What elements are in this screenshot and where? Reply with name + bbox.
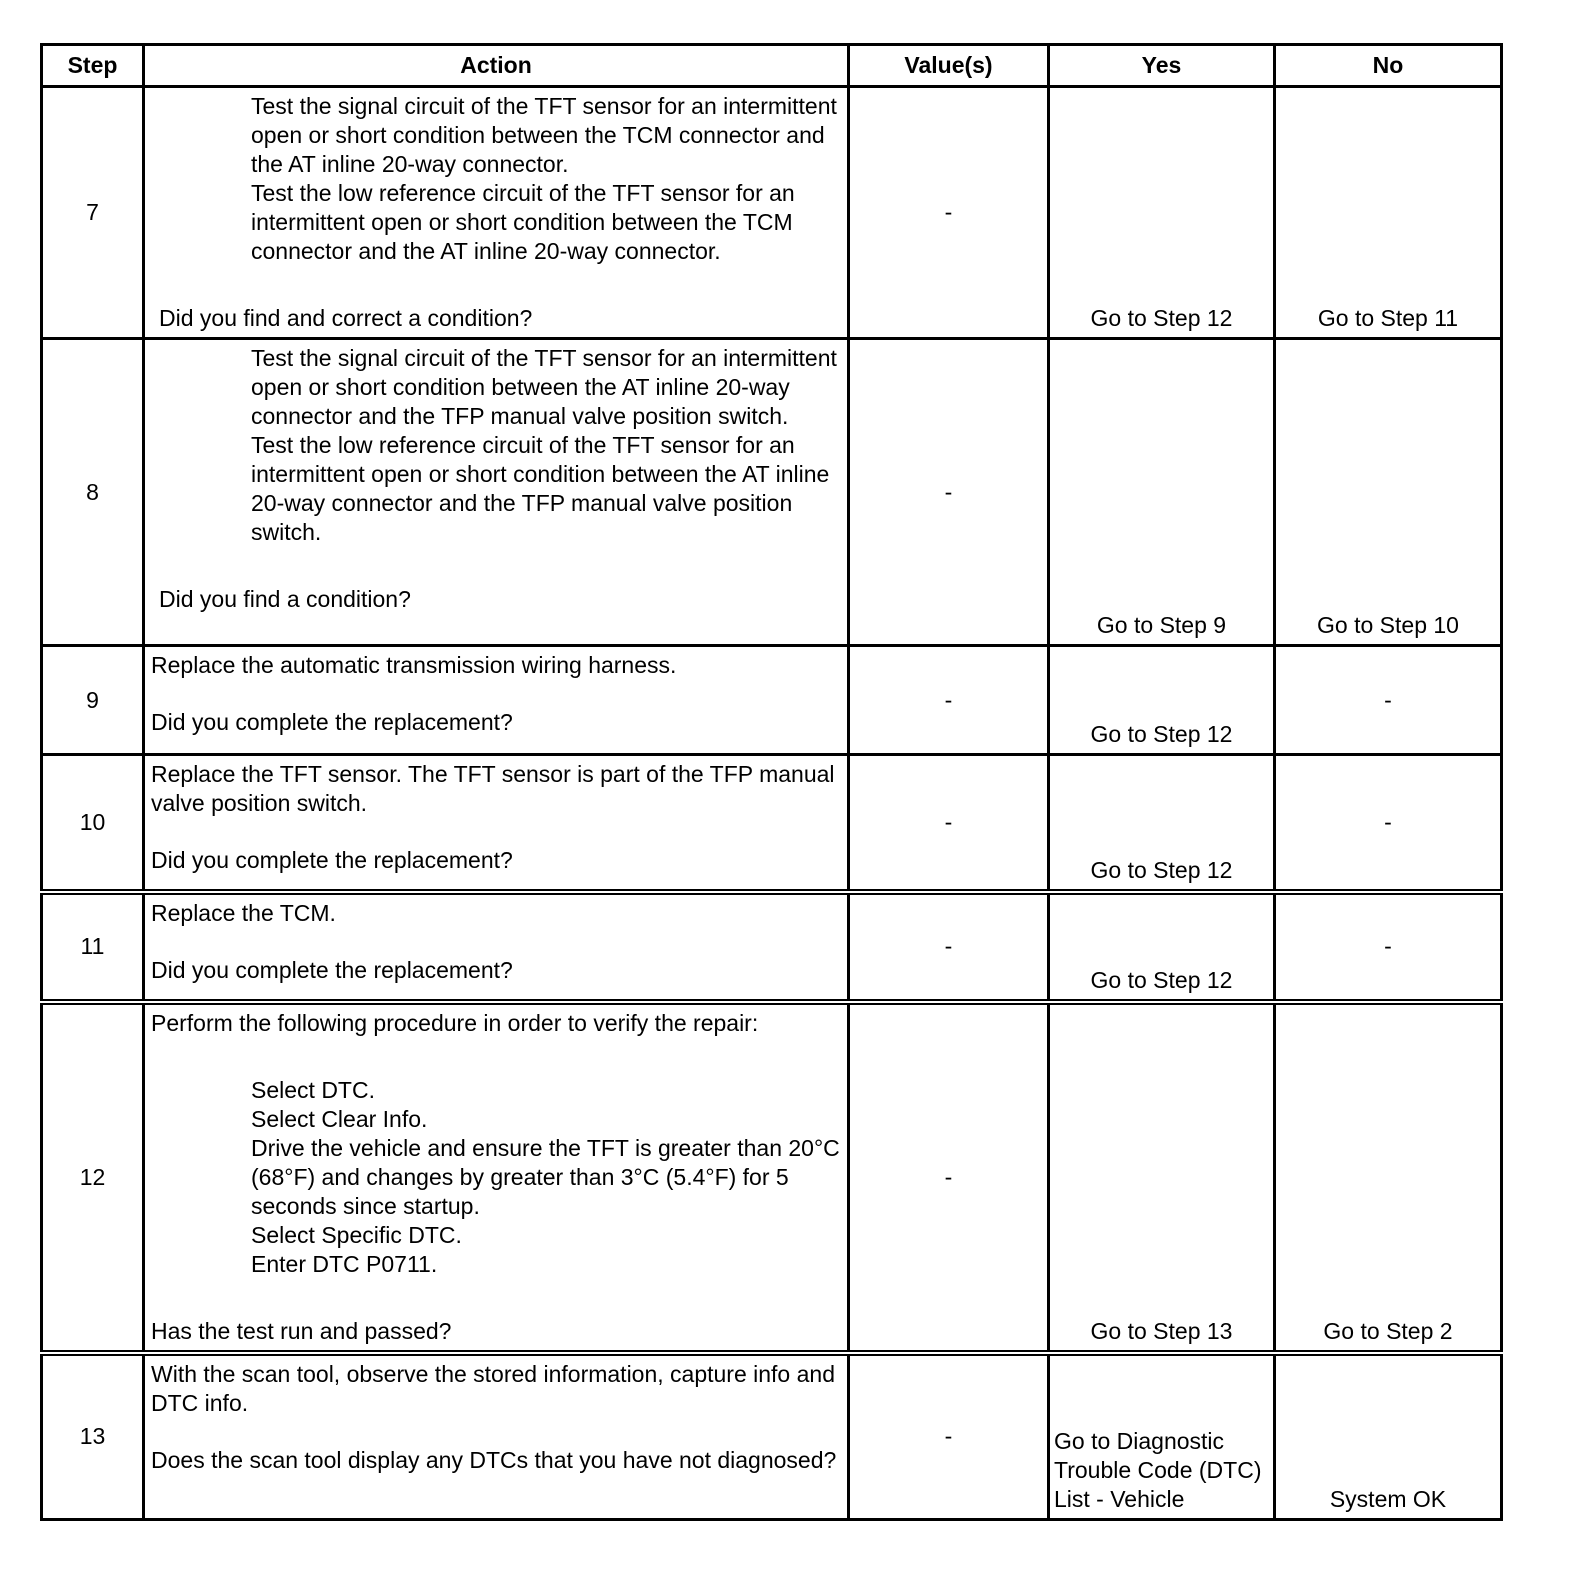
table-row-step-13 xyxy=(42,1353,1502,1520)
action-question: Did you complete the replacement? xyxy=(151,709,513,735)
header-no: No xyxy=(1275,45,1502,87)
action-question: Did you complete the replacement? xyxy=(151,956,513,983)
values-cell: - xyxy=(849,87,1049,339)
header-row xyxy=(42,45,1502,87)
step-number: 11 xyxy=(42,892,144,1002)
action-text: Test the low reference circuit of the TFT sensor for an intermittent open or short condition between the AT inline 20-way connector and the TFP manual valve position switch. xyxy=(251,432,830,545)
values-cell: - xyxy=(849,755,1049,892)
no-link[interactable]: Go to Step 10 xyxy=(1275,339,1502,646)
procedure-step: Enter DTC P0711. xyxy=(251,1250,438,1277)
action-text: Replace the automatic transmission wiring harness. xyxy=(151,652,677,678)
action-cell xyxy=(144,1353,849,1520)
action-question: Did you complete the replacement? xyxy=(151,847,513,873)
action-text: Replace the TFT sensor. The TFT sensor is part of the TFP manual valve position switch. xyxy=(151,761,835,816)
yes-link[interactable]: Go to Step 13 xyxy=(1049,1002,1275,1353)
step-number: 13 xyxy=(42,1353,144,1520)
yes-link[interactable]: Go to Step 12 xyxy=(1049,646,1275,755)
action-question: Has the test run and passed? xyxy=(151,1317,452,1344)
step-number: 7 xyxy=(42,87,144,339)
procedure-step: Drive the vehicle and ensure the TFT is greater than 20°C (68°F) and changes by greater than 3°C (5.4°F) for 5 seconds since startup. xyxy=(251,1134,840,1219)
action-text: Test the signal circuit of the TFT sensor for an intermittent open or short condition between the TCM connector and the AT inline 20-way connector. xyxy=(251,93,837,177)
procedure-step: Select Specific DTC. xyxy=(251,1221,462,1248)
no-link[interactable]: Go to Step 2 xyxy=(1275,1002,1502,1353)
values-cell: - xyxy=(849,339,1049,646)
procedure-step: Select DTC. xyxy=(251,1076,375,1103)
action-cell xyxy=(144,892,849,1002)
header-action: Action xyxy=(144,45,849,87)
no-value: - xyxy=(1275,755,1502,892)
action-question: Did you find a condition? xyxy=(159,586,411,612)
no-value: - xyxy=(1275,892,1502,1002)
step-number: 9 xyxy=(42,646,144,755)
action-cell xyxy=(144,339,849,646)
action-cell xyxy=(144,646,849,755)
yes-link[interactable]: Go to Step 12 xyxy=(1049,87,1275,339)
values-cell: - xyxy=(849,892,1049,1002)
diagnostic-table xyxy=(40,43,1503,1521)
action-text: Replace the TCM. xyxy=(151,899,336,926)
table-row-step-10 xyxy=(42,755,1502,892)
table-row-step-7 xyxy=(42,87,1502,339)
table-row-step-8 xyxy=(42,339,1502,646)
header-values: Value(s) xyxy=(849,45,1049,87)
procedure-step: Select Clear Info. xyxy=(251,1105,428,1132)
action-text: With the scan tool, observe the stored information, capture info and DTC info. xyxy=(151,1360,835,1416)
action-question: Does the scan tool display any DTCs that you have not diagnosed? xyxy=(151,1446,837,1473)
action-question: Did you find and correct a condition? xyxy=(159,305,533,331)
header-step: Step xyxy=(42,45,144,87)
yes-link[interactable]: Go to Step 12 xyxy=(1049,755,1275,892)
no-link[interactable]: Go to Step 11 xyxy=(1275,87,1502,339)
action-text: Perform the following procedure in order to verify the repair: xyxy=(151,1009,759,1036)
values-cell: - xyxy=(849,646,1049,755)
action-cell xyxy=(144,87,849,339)
table-row-step-11 xyxy=(42,892,1502,1002)
table-row-step-12 xyxy=(42,1002,1502,1353)
no-result: System OK xyxy=(1275,1353,1502,1520)
yes-link[interactable]: Go to Diagnostic Trouble Code (DTC) List - Vehicle xyxy=(1049,1353,1275,1520)
values-cell: - xyxy=(849,1353,1049,1520)
action-text: Test the signal circuit of the TFT sensor for an intermittent open or short condition between the AT inline 20-way connector and the TFP manual valve position switch. xyxy=(251,345,837,429)
table-row-step-9 xyxy=(42,646,1502,755)
no-value: - xyxy=(1275,646,1502,755)
action-cell xyxy=(144,755,849,892)
step-number: 8 xyxy=(42,339,144,646)
values-cell: - xyxy=(849,1002,1049,1353)
action-text: Test the low reference circuit of the TFT sensor for an intermittent open or short condition between the TCM connector and the AT inline 20-way connector. xyxy=(251,180,795,264)
header-yes: Yes xyxy=(1049,45,1275,87)
yes-link[interactable]: Go to Step 9 xyxy=(1049,339,1275,646)
action-cell xyxy=(144,1002,849,1353)
step-number: 12 xyxy=(42,1002,144,1353)
step-number: 10 xyxy=(42,755,144,892)
yes-link[interactable]: Go to Step 12 xyxy=(1049,892,1275,1002)
